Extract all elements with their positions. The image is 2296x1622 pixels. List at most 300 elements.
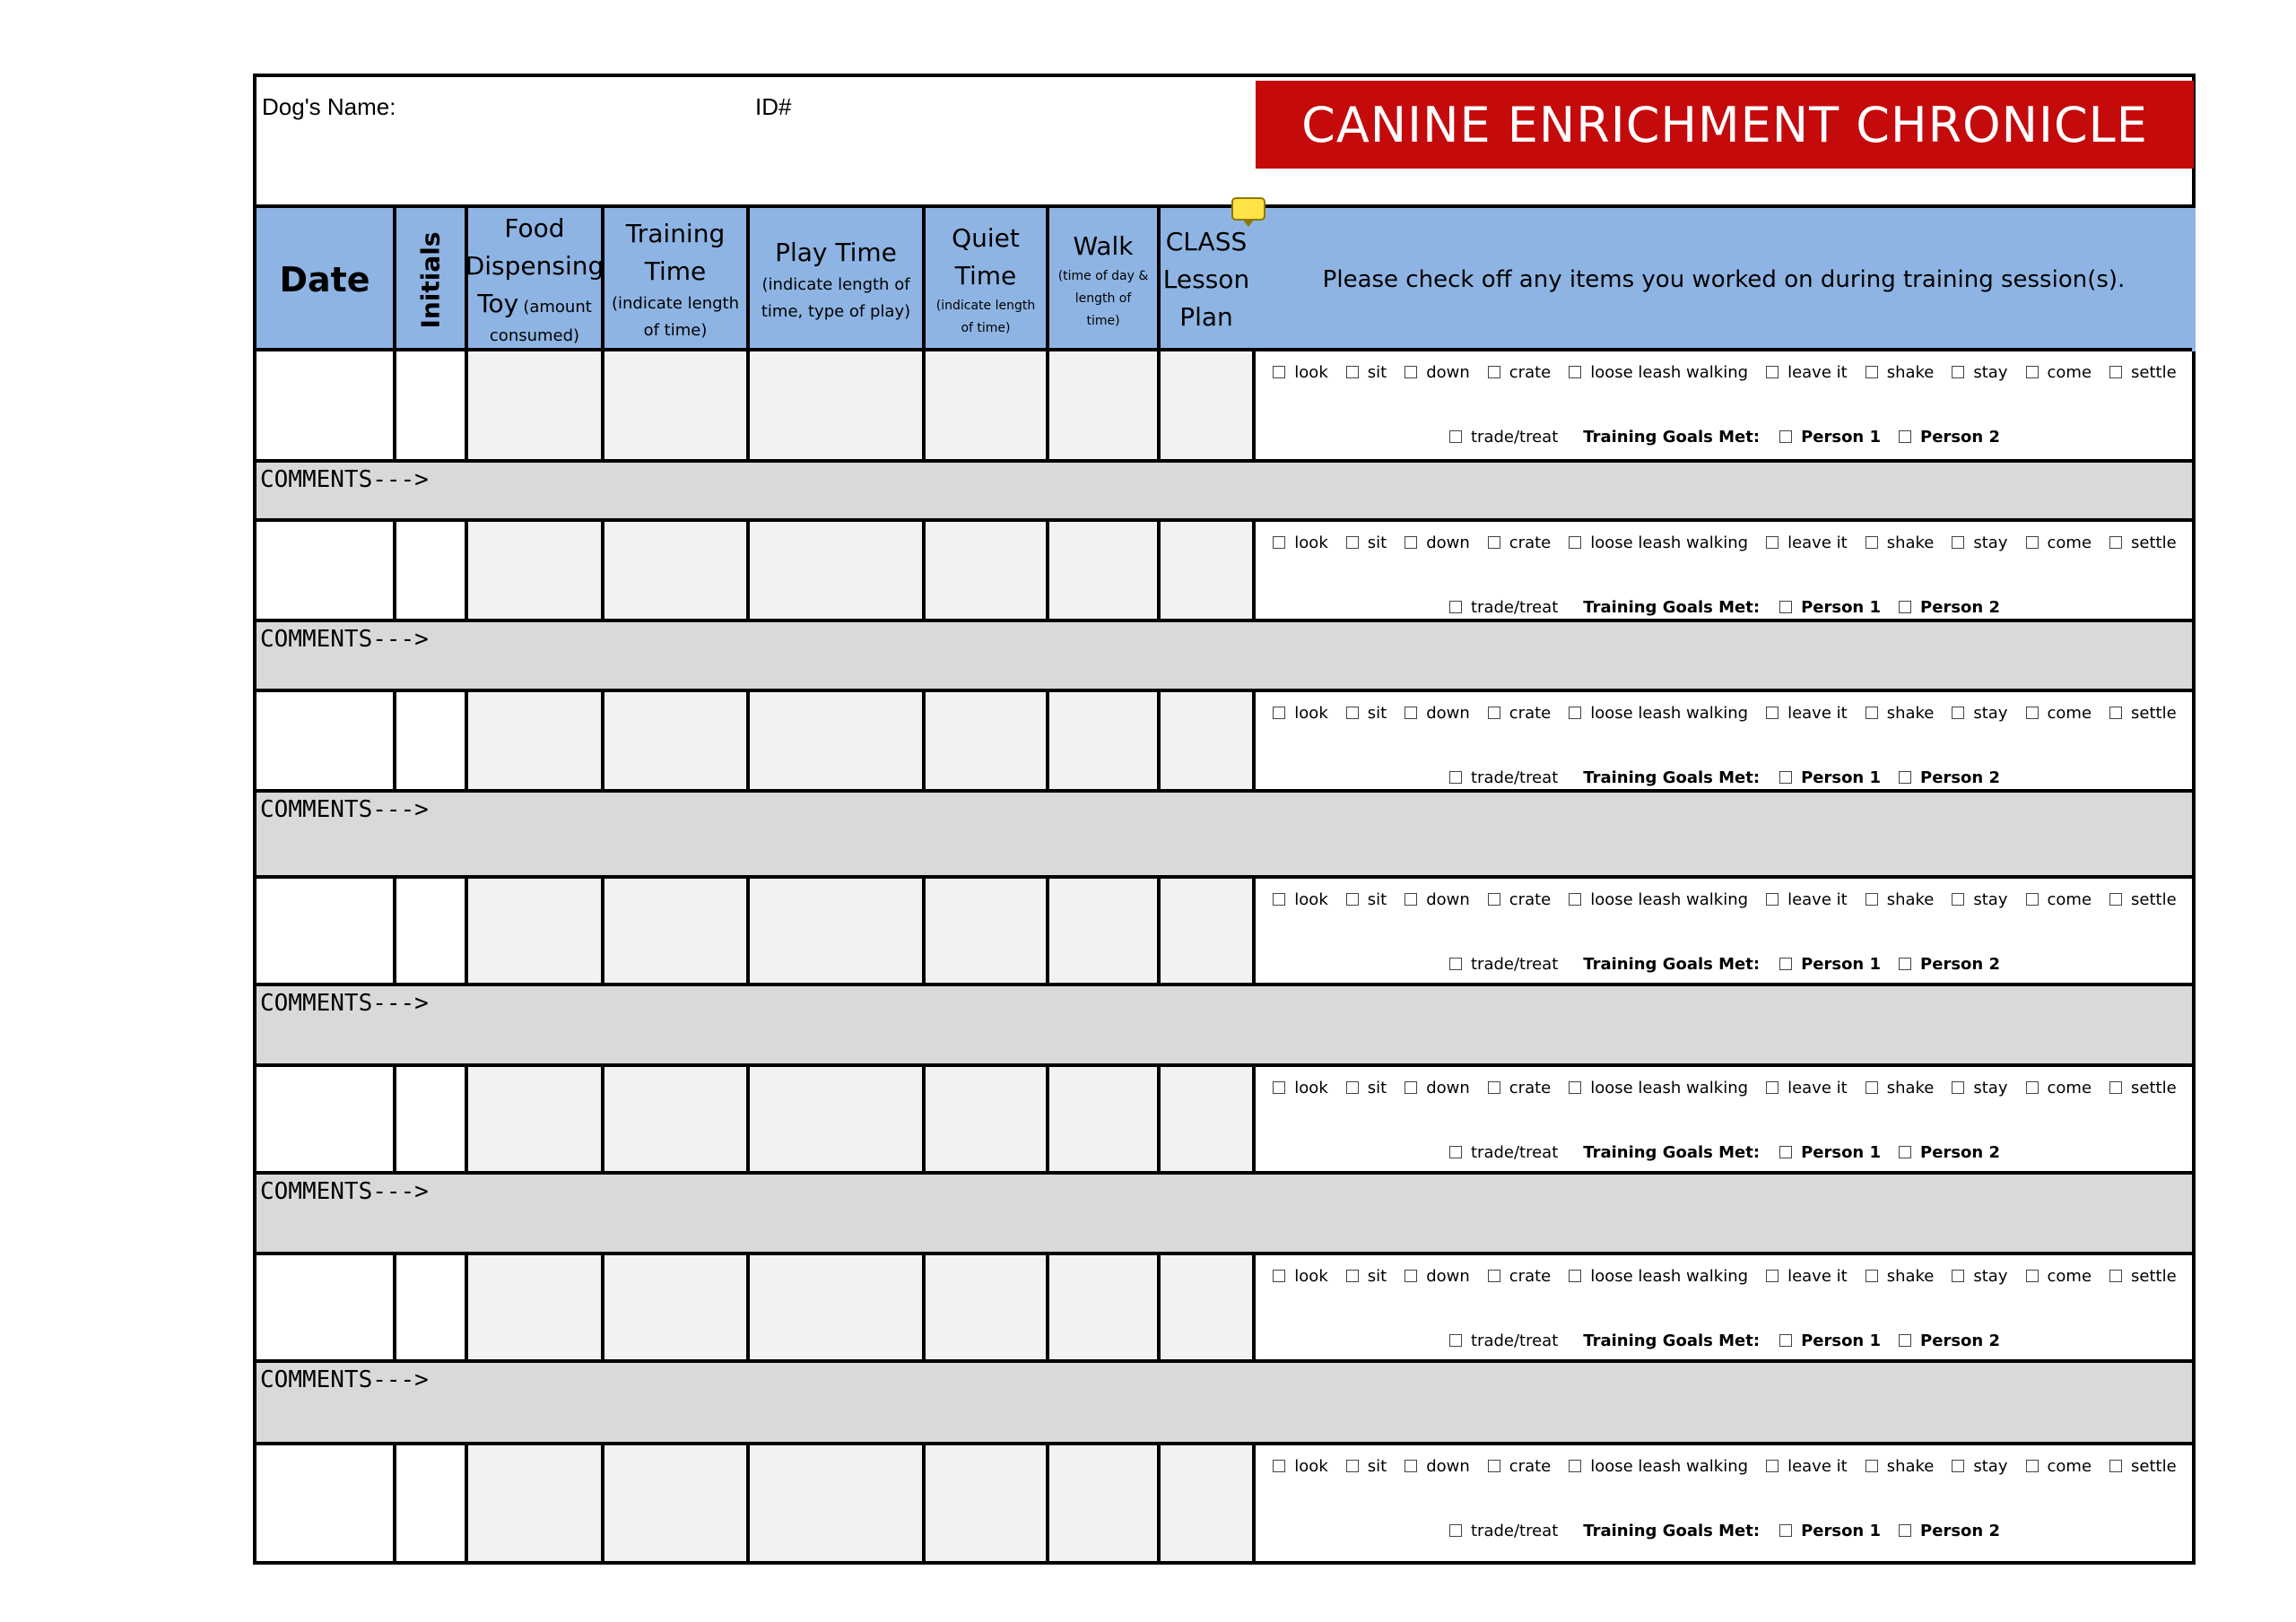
class-cell[interactable] [1161,1255,1256,1363]
checkbox[interactable] [1866,1081,1878,1094]
checkbox[interactable] [1779,1146,1792,1158]
play-cell[interactable] [750,1255,926,1363]
checkbox[interactable] [2026,536,2039,549]
checkbox[interactable] [1346,1270,1359,1282]
person2-option[interactable] [1899,428,2000,447]
checklist-option[interactable] [1273,1457,1327,1476]
trade-treat-option[interactable] [1449,1522,1558,1540]
checklist-option[interactable] [2109,890,2177,909]
checkbox[interactable] [1488,1460,1500,1472]
trade-treat-option-label: trade/treat [1470,954,1559,974]
initials-cell[interactable] [396,1445,468,1565]
checklist-option[interactable] [1569,1457,1748,1476]
person1-option[interactable] [1779,598,1881,617]
checkbox[interactable] [1866,366,1878,378]
checklist-option-label: down [1426,703,1470,723]
checklist-option-label: come [2047,1456,2092,1476]
checkbox[interactable] [1405,707,1417,719]
checklist-option-label: stay [1973,1456,2008,1476]
checklist-option-label: settle [2131,1456,2177,1476]
checkbox[interactable] [1273,366,1285,378]
checklist-option[interactable] [1488,363,1551,382]
checklist-option[interactable] [2026,1079,2092,1097]
col-date-label: Date [279,260,370,299]
checklist-option[interactable] [1766,533,1848,552]
walk-cell[interactable] [1049,692,1161,793]
checklist-option[interactable] [1488,1457,1551,1476]
col-class-line1: CLASS [1165,227,1248,256]
checkbox[interactable] [2026,366,2039,378]
checkbox[interactable] [2109,707,2122,719]
checkbox[interactable] [2109,1460,2122,1472]
checkbox[interactable] [2026,1081,2039,1094]
initials-cell[interactable] [396,1067,468,1175]
date-cell[interactable] [257,351,396,463]
person1-option-label: Person 1 [1801,597,1882,617]
checklist-option[interactable] [1866,890,1935,909]
trade-treat-option[interactable] [1449,598,1558,617]
col-training-line2: Time [644,256,707,286]
person2-option[interactable] [1899,1522,2000,1540]
walk-cell[interactable] [1049,1255,1161,1363]
play-cell[interactable] [750,1445,926,1565]
checklist-option[interactable] [1952,1079,2007,1097]
checklist-option[interactable] [2026,533,2092,552]
comment-note-icon[interactable] [1231,197,1265,221]
checklist-option-label: look [1294,1078,1328,1097]
comments-label: COMMENTS---> [260,796,429,823]
date-cell[interactable] [257,692,396,793]
checkbox[interactable] [1866,707,1878,719]
checkbox[interactable] [1449,601,1462,613]
walk-cell[interactable] [1049,1067,1161,1175]
trade-treat-option[interactable] [1449,428,1558,447]
walk-cell[interactable] [1049,1445,1161,1565]
checklist-option[interactable] [1866,363,1935,382]
col-class-header [1161,208,1256,351]
checkbox[interactable] [1488,1081,1500,1094]
checklist-option[interactable] [1405,1457,1470,1476]
checklist-option-label: crate [1509,889,1552,909]
checklist-option-label: sit [1367,362,1387,382]
person1-option-label: Person 1 [1801,1521,1882,1540]
checklist-option[interactable] [1866,704,1935,723]
checklist-option[interactable] [1569,704,1748,723]
checklist-option[interactable] [1346,1267,1387,1286]
play-cell[interactable] [750,1067,926,1175]
checkbox[interactable] [1766,893,1779,906]
checkbox[interactable] [1346,366,1359,378]
checklist-option-label: crate [1509,1266,1552,1286]
person1-option[interactable] [1779,1522,1881,1540]
person2-option-label: Person 2 [1920,427,2001,447]
checklist-option-label: shake [1886,533,1935,552]
checklist-option[interactable] [1766,1267,1848,1286]
col-class-line3: Plan [1179,302,1233,332]
person2-option[interactable] [1899,955,2000,974]
checklist-option[interactable] [1273,363,1327,382]
checklist-option[interactable] [1569,533,1748,552]
comments-field[interactable] [257,793,2192,875]
checklist-option[interactable] [1405,1079,1470,1097]
class-cell[interactable] [1161,351,1256,463]
checkbox[interactable] [1569,536,1581,549]
checklist-option[interactable] [2026,1457,2092,1476]
checklist-option[interactable] [1488,533,1551,552]
col-training-line1: Training [625,219,726,248]
checklist-option[interactable] [1569,363,1748,382]
checkbox[interactable] [1766,366,1779,378]
checkbox[interactable] [1488,1270,1500,1282]
checkbox[interactable] [1569,1081,1581,1094]
goals-met-label: Training Goals Met: [1583,1331,1761,1350]
training-cell[interactable] [604,692,750,793]
col-play-line2: (indicate length of [761,275,910,294]
checklist-option-label: look [1294,703,1328,723]
checklist-option-label: leave it [1787,1266,1848,1286]
checkbox[interactable] [1899,1146,1911,1158]
training-cell[interactable] [604,1255,750,1363]
checkbox[interactable] [1866,1460,1878,1472]
person1-option[interactable] [1779,428,1881,447]
food-cell[interactable] [468,522,604,622]
checkbox[interactable] [1405,366,1417,378]
checkbox[interactable] [2026,893,2039,906]
food-cell[interactable] [468,1255,604,1363]
date-cell[interactable] [257,1067,396,1175]
checklist-option[interactable] [1866,1267,1935,1286]
initials-cell[interactable] [396,1255,468,1363]
checklist-option[interactable] [1952,533,2007,552]
initials-cell[interactable] [396,351,468,463]
checkbox[interactable] [1405,1081,1417,1094]
checklist-option[interactable] [1952,363,2007,382]
class-cell[interactable] [1161,1067,1256,1175]
checklist-option[interactable] [1346,363,1387,382]
checklist-option[interactable] [1488,890,1551,909]
checklist-option[interactable] [1346,704,1387,723]
food-cell[interactable] [468,692,604,793]
checklist-option[interactable] [1766,1457,1848,1476]
checkbox[interactable] [1766,707,1779,719]
checklist-option-label: stay [1973,703,2008,723]
checklist-option[interactable] [1405,533,1470,552]
checkbox[interactable] [1346,1460,1359,1472]
comments-field[interactable] [257,986,2192,1063]
checkbox[interactable] [1273,1081,1285,1094]
comments-label: COMMENTS---> [260,626,429,653]
checkbox[interactable] [1766,1270,1779,1282]
checklist-option[interactable] [1405,890,1470,909]
training-cell[interactable] [604,522,750,622]
checkbox[interactable] [1952,893,1964,906]
checkbox[interactable] [1569,1460,1581,1472]
checkbox[interactable] [1569,1270,1581,1282]
training-cell[interactable] [604,351,750,463]
checkbox[interactable] [1779,1524,1792,1537]
checklist-option-label: sit [1367,703,1387,723]
person2-option-label: Person 2 [1920,1142,2001,1162]
checkbox[interactable] [1569,893,1581,906]
checklist-option-label: loose leash walking [1590,1266,1749,1286]
food-cell[interactable] [468,1445,604,1565]
date-cell[interactable] [257,1445,396,1565]
checkbox[interactable] [1346,893,1359,906]
col-food-line3: Toy [477,289,519,318]
checkbox[interactable] [1273,707,1285,719]
checklist-option[interactable] [1866,1079,1935,1097]
col-walk-line4: time) [1086,313,1120,328]
checklist-option-label: settle [2131,703,2177,723]
date-cell[interactable] [257,522,396,622]
training-cell[interactable] [604,1067,750,1175]
col-quiet-header [926,208,1049,351]
checkbox[interactable] [1346,1081,1359,1094]
checklist-option[interactable] [1346,1457,1387,1476]
checkbox[interactable] [1952,1460,1964,1472]
comments-field[interactable] [257,1363,2192,1442]
quiet-cell[interactable] [926,1067,1049,1175]
goals-met-label: Training Goals Met: [1583,427,1761,447]
checklist-option[interactable] [1952,890,2007,909]
checklist-option-label: sit [1367,1456,1387,1476]
checklist-option[interactable] [1405,1267,1470,1286]
checkbox[interactable] [1569,366,1581,378]
checkbox[interactable] [1488,893,1500,906]
checklist-option[interactable] [1766,1079,1848,1097]
checklist-option[interactable] [2026,704,2092,723]
checkbox[interactable] [1899,1524,1911,1537]
checklist-line [1256,1262,2194,1289]
checkbox[interactable] [1766,1460,1779,1472]
checkbox[interactable] [1952,1270,1964,1282]
col-quiet-line3: (indicate length [935,299,1036,313]
person2-option[interactable] [1899,1143,2000,1162]
checkbox[interactable] [1952,707,1964,719]
checkbox[interactable] [1899,601,1911,613]
title-banner [1256,81,2194,169]
checklist-option[interactable] [2109,1267,2177,1286]
checklist-option[interactable] [1569,890,1748,909]
checkbox[interactable] [2109,366,2122,378]
checkbox[interactable] [1899,958,1911,970]
checklist-option[interactable] [1346,533,1387,552]
checkbox[interactable] [1449,1334,1462,1347]
checklist-option-label: shake [1886,1078,1935,1097]
checkbox[interactable] [2026,1460,2039,1472]
checklist-option-label: shake [1886,889,1935,909]
checklist-option[interactable] [1273,1267,1327,1286]
initials-cell[interactable] [396,879,468,986]
checklist-option[interactable] [1952,1457,2007,1476]
quiet-cell[interactable] [926,351,1049,463]
col-walk-line1: Walk [1073,230,1134,261]
training-cell[interactable] [604,1445,750,1565]
checklist-option-label: settle [2131,1078,2177,1097]
person1-option[interactable] [1779,955,1881,974]
checklist-option[interactable] [1405,363,1470,382]
checkbox[interactable] [2026,1270,2039,1282]
checklist-option[interactable] [1766,890,1848,909]
person1-option[interactable] [1779,768,1881,787]
comments-field[interactable] [257,1175,2192,1252]
checkbox[interactable] [1449,1524,1462,1537]
checkbox[interactable] [1449,430,1462,443]
person1-option[interactable] [1779,1331,1881,1350]
checklist-option-label: look [1294,1266,1328,1286]
checklist-option[interactable] [1866,1457,1935,1476]
checkbox[interactable] [1766,536,1779,549]
checkbox[interactable] [2026,707,2039,719]
quiet-cell[interactable] [926,522,1049,622]
quiet-cell[interactable] [926,1255,1049,1363]
checkbox[interactable] [1952,1081,1964,1094]
class-cell[interactable] [1161,1445,1256,1565]
play-cell[interactable] [750,522,926,622]
checkbox[interactable] [1405,893,1417,906]
initials-cell[interactable] [396,692,468,793]
checkbox[interactable] [1273,536,1285,549]
checklist-option[interactable] [2109,533,2177,552]
checkbox[interactable] [1779,771,1792,784]
checkbox[interactable] [1449,958,1462,970]
checklist-option[interactable] [1405,704,1470,723]
checklist-option[interactable] [1273,704,1327,723]
trade-treat-option-label: trade/treat [1470,427,1559,447]
checklist-option[interactable] [1569,1267,1748,1286]
person2-option-label: Person 2 [1920,954,2001,974]
comments-field[interactable] [257,622,2192,689]
checkbox[interactable] [1569,707,1581,719]
checkbox[interactable] [1899,771,1911,784]
person2-option[interactable] [1899,768,2000,787]
checklist-option[interactable] [1766,704,1848,723]
initials-cell[interactable] [396,522,468,622]
checkbox[interactable] [1779,958,1792,970]
checkbox[interactable] [1405,536,1417,549]
checklist-option[interactable] [1273,1079,1327,1097]
checklist-line [1256,529,2194,556]
checkbox[interactable] [1899,1334,1911,1347]
checklist-option[interactable] [2109,704,2177,723]
col-food-line4: consumed) [489,326,580,345]
class-cell[interactable] [1161,522,1256,622]
checkbox[interactable] [1488,536,1500,549]
checklist-option[interactable] [2109,363,2177,382]
checklist-option-label: leave it [1787,533,1848,552]
checklist-option-label: come [2047,533,2092,552]
checkbox[interactable] [2109,536,2122,549]
training-cell[interactable] [604,879,750,986]
checkbox[interactable] [1866,536,1878,549]
checkbox[interactable] [1866,1270,1878,1282]
checkbox[interactable] [1779,1334,1792,1347]
checklist-option[interactable] [1952,1267,2007,1286]
food-cell[interactable] [468,351,604,463]
trade-treat-option[interactable] [1449,955,1558,974]
checkbox[interactable] [1405,1270,1417,1282]
walk-cell[interactable] [1049,351,1161,463]
quiet-cell[interactable] [926,879,1049,986]
checklist-option[interactable] [1273,533,1327,552]
class-cell[interactable] [1161,879,1256,986]
food-cell[interactable] [468,879,604,986]
comments-field[interactable] [257,463,2192,518]
checkbox[interactable] [1899,430,1911,443]
checkbox[interactable] [1952,366,1964,378]
walk-cell[interactable] [1049,879,1161,986]
checkbox[interactable] [1273,1270,1285,1282]
checklist-option[interactable] [1488,704,1551,723]
checklist-option[interactable] [2026,363,2092,382]
checklist-option[interactable] [2109,1457,2177,1476]
checkbox[interactable] [1273,893,1285,906]
checklist-option[interactable] [1866,533,1935,552]
checkbox[interactable] [1779,601,1792,613]
goals-met-label: Training Goals Met: [1583,768,1761,787]
col-food-line3-note: (amount [523,298,592,317]
checkbox[interactable] [1766,1081,1779,1094]
checkbox[interactable] [1866,893,1878,906]
checkbox[interactable] [2109,1081,2122,1094]
date-cell[interactable] [257,879,396,986]
checkbox[interactable] [2109,1270,2122,1282]
checkbox[interactable] [1405,1460,1417,1472]
checklist-option[interactable] [2026,1267,2092,1286]
person2-option[interactable] [1899,598,2000,617]
checkbox[interactable] [1449,1146,1462,1158]
checklist-option[interactable] [1346,890,1387,909]
checkbox[interactable] [1346,707,1359,719]
checkbox[interactable] [1488,707,1500,719]
checkbox[interactable] [2109,893,2122,906]
checkbox[interactable] [1273,1460,1285,1472]
food-cell[interactable] [468,1067,604,1175]
person1-option-label: Person 1 [1801,1331,1882,1350]
col-training-line4: of time) [643,321,708,340]
checklist-option[interactable] [1488,1267,1551,1286]
checklist-option[interactable] [1952,704,2007,723]
checkbox[interactable] [1779,430,1792,443]
checklist-option-label: leave it [1787,889,1848,909]
play-cell[interactable] [750,351,926,463]
trade-treat-option[interactable] [1449,768,1558,787]
date-cell[interactable] [257,1255,396,1363]
comments-label: COMMENTS---> [260,1178,429,1205]
checklist-option[interactable] [1273,890,1327,909]
play-cell[interactable] [750,879,926,986]
checklist-option[interactable] [1766,363,1848,382]
quiet-cell[interactable] [926,692,1049,793]
checkbox[interactable] [1449,771,1462,784]
person2-option[interactable] [1899,1331,2000,1350]
checklist-option[interactable] [2026,890,2092,909]
checklist-option[interactable] [1569,1079,1748,1097]
checklist-option[interactable] [2109,1079,2177,1097]
person1-option[interactable] [1779,1143,1881,1162]
class-cell[interactable] [1161,692,1256,793]
walk-cell[interactable] [1049,522,1161,622]
checklist-option[interactable] [1488,1079,1551,1097]
checkbox[interactable] [1952,536,1964,549]
checklist-option[interactable] [1346,1079,1387,1097]
trade-treat-option[interactable] [1449,1143,1558,1162]
checkbox[interactable] [1346,536,1359,549]
play-cell[interactable] [750,692,926,793]
quiet-cell[interactable] [926,1445,1049,1565]
trade-treat-option[interactable] [1449,1331,1558,1350]
checkbox[interactable] [1488,366,1500,378]
